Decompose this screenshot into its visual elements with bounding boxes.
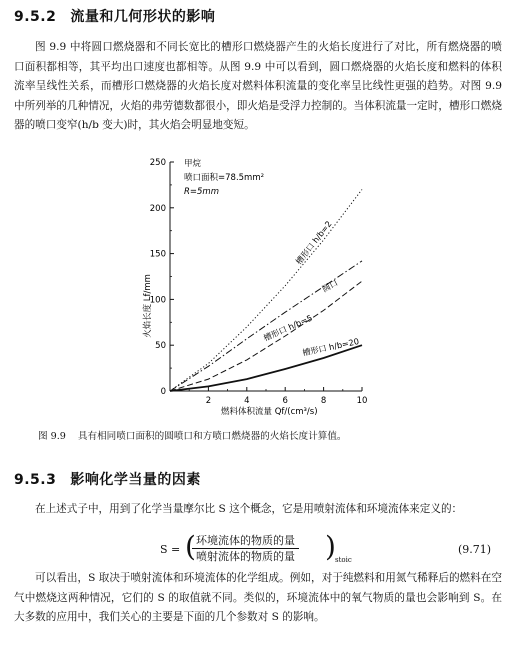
equation-denominator: 喷射流体的物质的量 (196, 550, 295, 563)
equation-right-paren: ) (325, 530, 336, 563)
y-tick-label: 200 (149, 203, 166, 214)
y-axis-label: 火焰长度 Lf/mm (143, 274, 153, 338)
paragraph-flow-geometry: 图 9.9 中将圆口燃烧器和不同长宽比的槽形口燃烧器产生的火焰长度进行了对比，所有燃烧器的喷口面积都相等，其平均出口速度也都相等。从图 9.9 中可以看到，圆口燃烧器的火焰长度和燃料的体积流率呈线性关系，而槽形口燃烧器的火焰长度对燃料体积流量的变化率呈比线性更强的趋势。对图 9.9 中所列举的几种情况，火焰的弗劳德数都很小，即火焰是受浮力控制的。当体积流量一定时，槽形口燃烧器的喷口变窄(h/b 变大)时，其火焰会明显地变短。 (14, 41, 502, 131)
legend-line-radius: R=5mm (184, 187, 219, 197)
legend-line-fuel: 甲烷 (184, 159, 202, 169)
section-number: 9.5.2 (14, 9, 57, 25)
series-line-0 (170, 190, 362, 392)
chart-labels (262, 219, 360, 358)
section-heading-9-5-3 (14, 469, 201, 489)
series-label-1: 圆口 (320, 277, 340, 295)
x-tick-label: 4 (244, 396, 250, 406)
equation-9-71 (0, 531, 516, 571)
x-tick-label: 6 (282, 396, 288, 406)
paragraph-stoichiometry-detail: 可以看出，S 取决于喷射流体和环境流体的化学组成。例如，对于纯燃料和用氮气稀释后的燃料在空气中燃烧这两种情况，它们的 S 的取值就不同。类似的，环境流体中的氧气物质的量也会影响到 S。在大多数的应用中，我们关心的主要是下面的几个参数对 S 的影响。 (14, 572, 502, 623)
figure-caption (38, 428, 347, 442)
caption-label: 图 9.9 (38, 431, 66, 442)
equation-subscript: stoic (335, 556, 352, 564)
equation-fraction (192, 533, 299, 564)
caption-text: 具有相同喷口面积的圆喷口和方喷口燃烧器的火焰长度计算值。 (77, 431, 347, 442)
y-tick-label: 250 (149, 158, 166, 168)
series-label-2: 槽形口 h/b=5 (261, 312, 314, 344)
y-tick-label: 100 (149, 295, 166, 306)
section-number-2: 9.5.3 (14, 472, 57, 488)
equation-left-paren: ( (185, 530, 196, 563)
section-heading-9-5-2 (14, 6, 215, 26)
series-label-3: 槽形口 h/b=20 (301, 335, 360, 358)
chart-series (170, 190, 362, 392)
equation-lhs: S = (160, 543, 181, 556)
equation-numerator: 环境流体的物质的量 (192, 533, 299, 549)
series-line-3 (170, 345, 362, 391)
x-tick-label: 2 (205, 396, 212, 406)
section-title: 流量和几何形状的影响 (70, 9, 216, 25)
series-label-0: 槽形口 h/b=2 (293, 218, 334, 267)
x-tick-label: 10 (356, 396, 368, 406)
figure-9-9-chart (0, 156, 516, 421)
paragraph-stoichiometry-intro: 在上述式子中，用到了化学当量摩尔比 S 这个概念，它是用喷射流体和环境流体来定义的： (35, 503, 463, 515)
legend-line-area: 喷口面积=78.5mm² (184, 173, 265, 183)
section-title-2: 影响化学当量的因素 (70, 472, 201, 488)
equation-number: (9.71) (458, 543, 492, 556)
y-tick-label: 50 (155, 341, 166, 352)
x-tick-label: 8 (320, 396, 327, 406)
x-axis-label: 燃料体积流量 Qf/(cm³/s) (221, 407, 318, 417)
y-tick-label: 150 (149, 249, 166, 260)
y-tick-label: 0 (160, 387, 166, 397)
